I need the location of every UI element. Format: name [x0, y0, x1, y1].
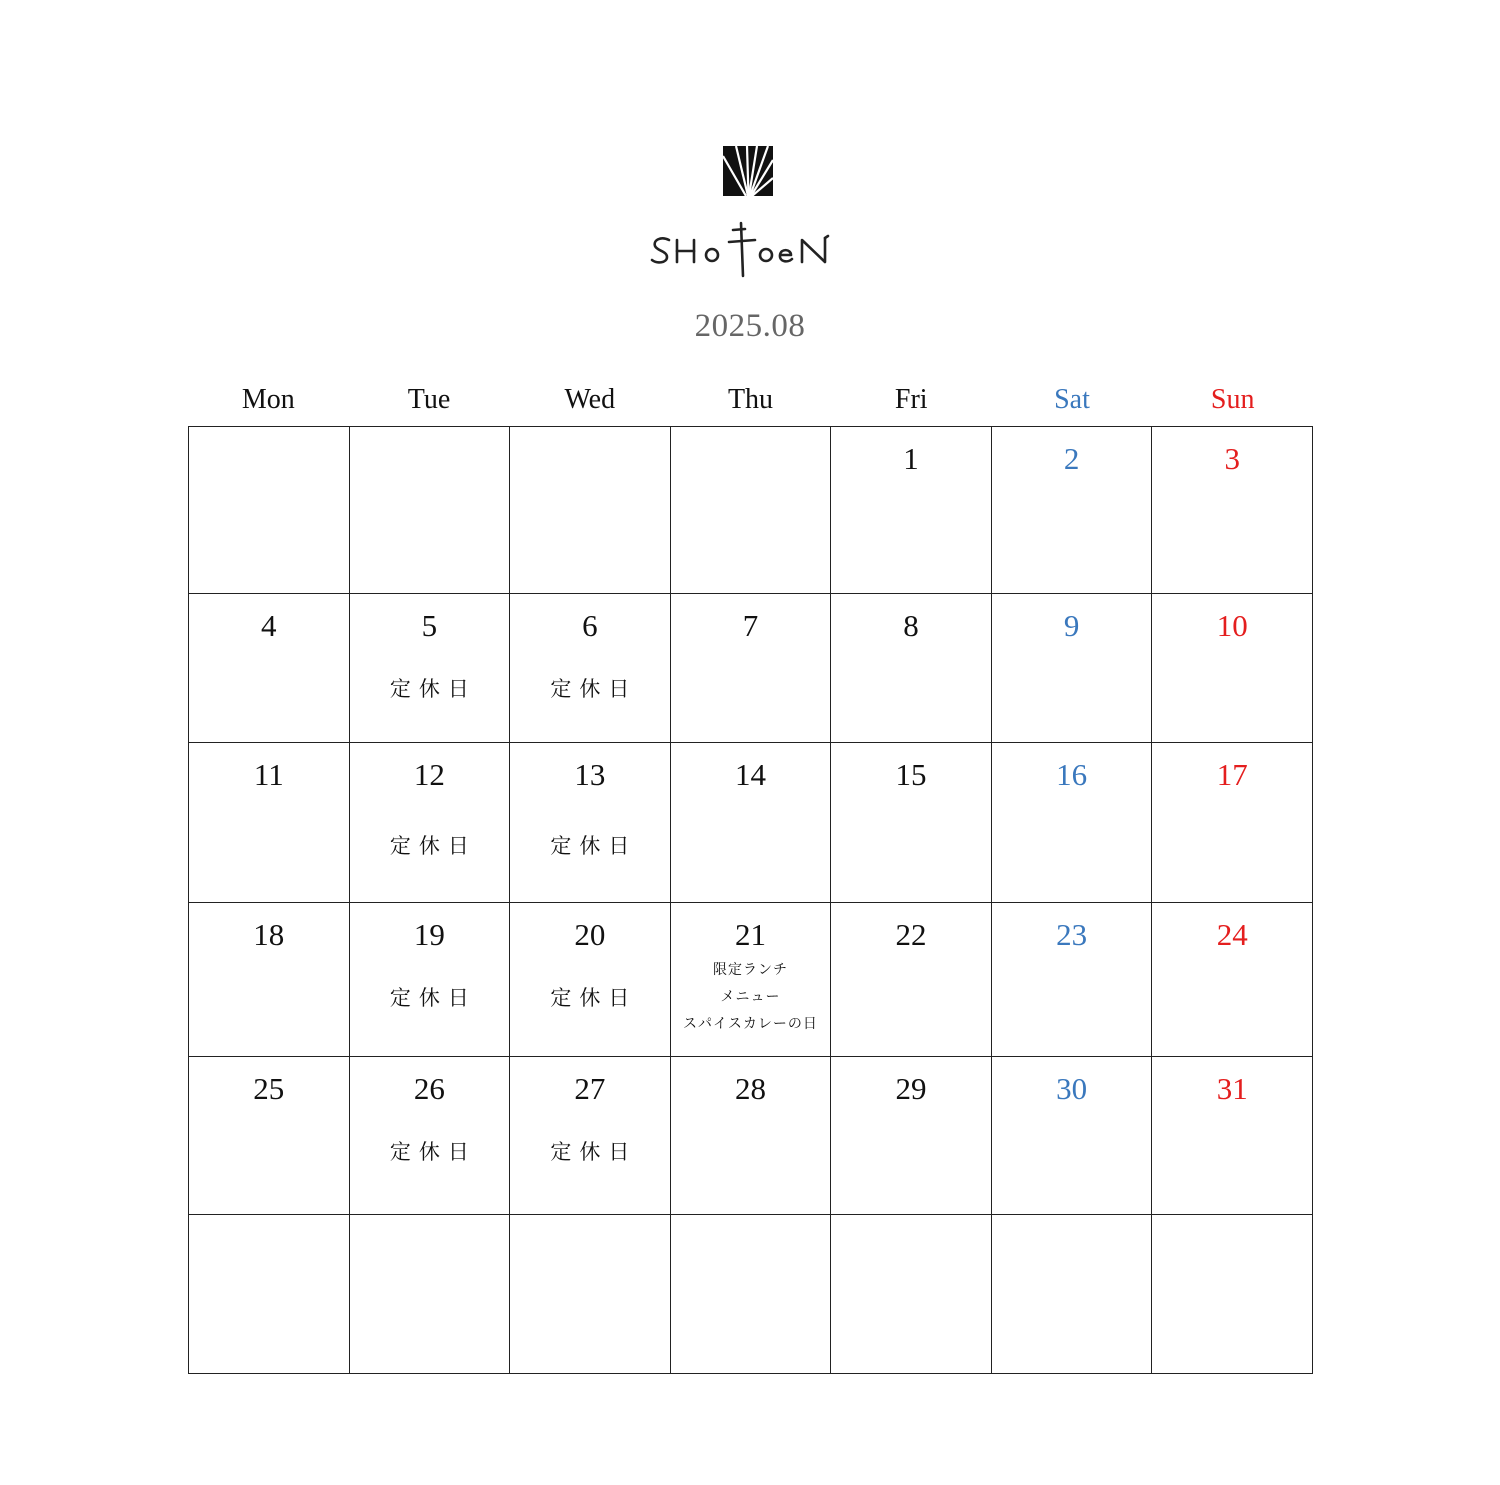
- weekday-label-sun: Sun: [1210, 384, 1255, 415]
- calendar-day-cell[interactable]: [991, 743, 1152, 903]
- month-title: 2025.08: [694, 308, 806, 344]
- calendar-grid: [188, 426, 1313, 1374]
- day-number: 30: [1056, 1071, 1088, 1106]
- day-number: 29: [895, 1071, 927, 1106]
- weekday-label-wed: Wed: [564, 384, 616, 415]
- day-number: 16: [1056, 757, 1088, 792]
- calendar-day-cell[interactable]: [670, 594, 831, 743]
- calendar-day-cell[interactable]: [1152, 594, 1313, 743]
- calendar-day-cell[interactable]: [991, 1057, 1152, 1215]
- calendar-day-cell: [1152, 1215, 1313, 1374]
- calendar-day-cell[interactable]: [1152, 1057, 1313, 1215]
- calendar-week-row: [189, 1215, 1313, 1374]
- weekday-label-mon: Mon: [241, 384, 295, 415]
- event-note-line: 限定ランチ: [712, 962, 788, 978]
- day-number: 11: [253, 757, 284, 792]
- calendar-day-cell[interactable]: [349, 594, 510, 743]
- calendar-day-cell[interactable]: [510, 594, 671, 743]
- calendar-day-cell[interactable]: [1152, 427, 1313, 594]
- closed-day-label: 定休日: [389, 986, 477, 1010]
- calendar-day-cell[interactable]: [831, 427, 992, 594]
- weekday-label-sat: Sat: [1054, 384, 1090, 415]
- calendar-week-row: [189, 743, 1313, 903]
- day-number: 20: [574, 917, 606, 952]
- calendar-day-cell[interactable]: [510, 903, 671, 1057]
- calendar-day-cell: [991, 1215, 1152, 1374]
- calendar-day-cell[interactable]: [510, 1057, 671, 1215]
- fan-square-logo-icon: [723, 146, 773, 196]
- day-number: 5: [421, 608, 438, 643]
- day-number: 25: [253, 1071, 285, 1106]
- calendar-week-row: [189, 594, 1313, 743]
- calendar-day-cell[interactable]: [831, 1057, 992, 1215]
- day-number: 10: [1216, 608, 1248, 643]
- calendar-day-cell: [670, 1215, 831, 1374]
- day-number: 19: [413, 917, 445, 952]
- calendar-day-cell[interactable]: [991, 594, 1152, 743]
- day-number: 26: [413, 1071, 445, 1106]
- day-number: 7: [742, 608, 759, 643]
- calendar-day-cell: [189, 427, 350, 594]
- closed-day-label: 定休日: [550, 677, 638, 701]
- calendar-day-cell[interactable]: [991, 427, 1152, 594]
- closed-day-label: 定休日: [550, 986, 638, 1010]
- day-number: 6: [582, 608, 598, 643]
- calendar-day-cell[interactable]: [189, 903, 350, 1057]
- day-number: 23: [1056, 917, 1088, 952]
- calendar-day-cell[interactable]: [1152, 903, 1313, 1057]
- day-number: 12: [413, 757, 445, 792]
- calendar-week-row: [189, 903, 1313, 1057]
- weekday-header: [188, 380, 1313, 420]
- day-number: 3: [1224, 441, 1240, 476]
- calendar-day-cell[interactable]: [670, 903, 831, 1057]
- closed-day-label: 定休日: [550, 834, 638, 858]
- day-number: 22: [895, 917, 927, 952]
- day-number: 15: [895, 757, 927, 792]
- calendar-day-cell[interactable]: [189, 594, 350, 743]
- calendar-day-cell: [510, 427, 671, 594]
- event-note-line: メニュー: [720, 989, 781, 1005]
- day-number: 18: [253, 917, 285, 952]
- day-number: 17: [1216, 757, 1248, 792]
- calendar-day-cell[interactable]: [831, 903, 992, 1057]
- day-number: 21: [734, 917, 766, 952]
- calendar-day-cell: [510, 1215, 671, 1374]
- calendar-day-cell[interactable]: [831, 594, 992, 743]
- weekday-label-thu: Thu: [727, 384, 774, 415]
- weekday-label-tue: Tue: [407, 384, 451, 415]
- calendar-day-cell: [349, 1215, 510, 1374]
- calendar-day-cell[interactable]: [510, 743, 671, 903]
- calendar-day-cell: [831, 1215, 992, 1374]
- calendar-day-cell[interactable]: [670, 743, 831, 903]
- event-note-line: スパイスカレーの日: [683, 1016, 818, 1032]
- weekday-label-fri: Fri: [894, 384, 928, 415]
- calendar-day-cell[interactable]: [189, 1057, 350, 1215]
- closed-day-label: 定休日: [550, 1140, 638, 1164]
- calendar-day-cell[interactable]: [831, 743, 992, 903]
- calendar-week-row: [189, 427, 1313, 594]
- day-number: 13: [574, 757, 606, 792]
- day-number: 4: [261, 608, 277, 643]
- calendar-day-cell[interactable]: [670, 1057, 831, 1215]
- calendar-day-cell: [670, 427, 831, 594]
- day-number: 24: [1216, 917, 1248, 952]
- day-number: 9: [1063, 608, 1080, 643]
- day-number: 27: [574, 1071, 606, 1106]
- calendar-day-cell[interactable]: [991, 903, 1152, 1057]
- calendar-day-cell: [189, 1215, 350, 1374]
- closed-day-label: 定休日: [389, 1140, 477, 1164]
- calendar-day-cell[interactable]: [349, 903, 510, 1057]
- day-number: 2: [1063, 441, 1080, 476]
- calendar-day-cell[interactable]: [1152, 743, 1313, 903]
- calendar-day-cell: [349, 427, 510, 594]
- calendar-day-cell[interactable]: [189, 743, 350, 903]
- closed-day-label: 定休日: [389, 677, 477, 701]
- calendar-day-cell[interactable]: [349, 1057, 510, 1215]
- day-number: 1: [903, 441, 919, 476]
- calendar-week-row: [189, 1057, 1313, 1215]
- day-number: 8: [903, 608, 919, 643]
- calendar-day-cell[interactable]: [349, 743, 510, 903]
- day-number: 31: [1216, 1071, 1248, 1106]
- shotoen-wordmark-logo: [645, 220, 855, 280]
- day-number: 14: [734, 757, 766, 792]
- day-number: 28: [734, 1071, 766, 1106]
- closed-day-label: 定休日: [389, 834, 477, 858]
